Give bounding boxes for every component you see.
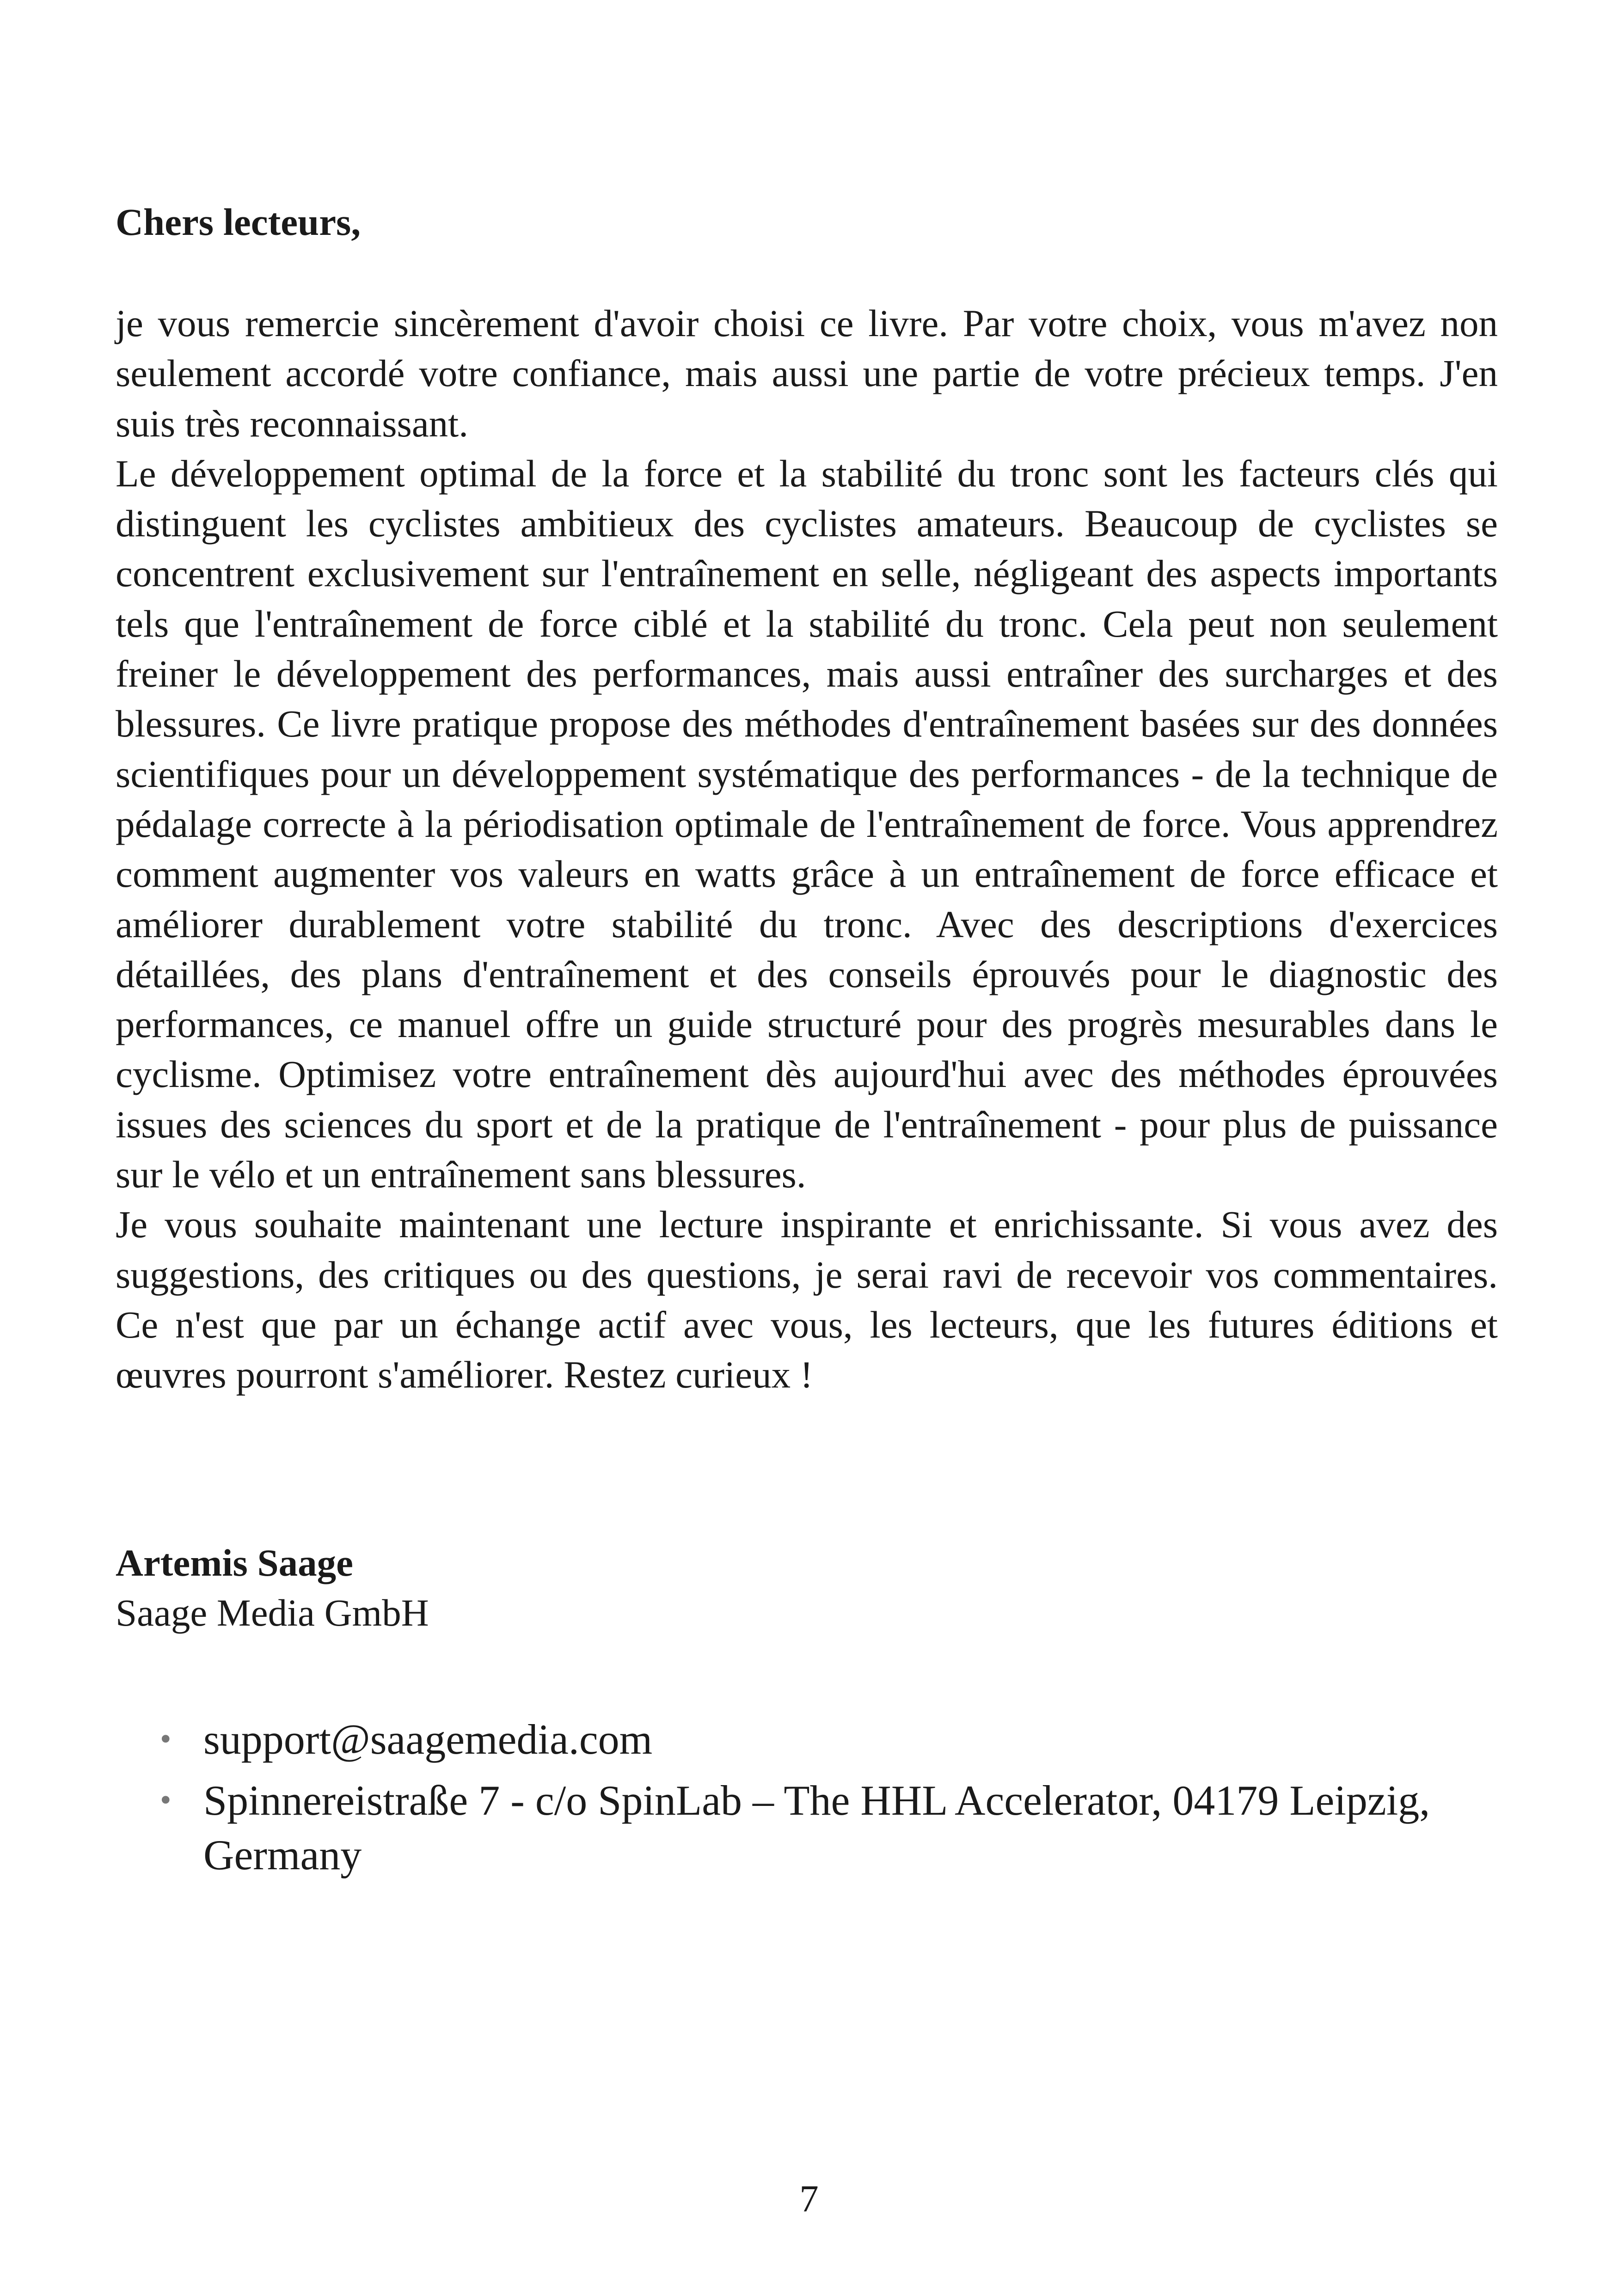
paragraph-thanks: je vous remercie sincèrement d'avoir choisi ce livre. Par votre choix, vous m'avez non seulement accordé votre confiance, mais aussi une partie de votre précieux temps. J'en suis très reconnaissant. [116, 302, 1498, 445]
contact-email-item [157, 1712, 1498, 1767]
paragraph-closing-wishes: Je vous souhaite maintenant une lecture inspirante et enrichissante. Si vous avez des suggestions, des critiques ou des questions, je serai ravi de recevoir vos commentaires. Ce n'est que par un échange actif avec vous, les lecteurs, que les futures éditions et œuvres pourront s'améliorer. Restez curieux ! [116, 1203, 1498, 1396]
paragraph-book-description: Le développement optimal de la force et la stabilité du tronc sont les facteurs clés qui distinguent les cyclistes ambitieux des cyclistes amateurs. Beaucoup de cyclistes se concentrent exclusivement sur l'entraînement en selle, négligeant des aspects importants tels que l'entraînement de force ciblé et la stabilité du tronc. Cela peut non seulement freiner le développement des performances, mais aussi entraîner des surcharges et des blessures. Ce livre pratique propose des méthodes d'entraînement basées sur des données scientifiques pour un développement systématique des performances - de la technique de pédalage correcte à la périodisation optimale de l'entraînement de force. Vous apprendrez comment augmenter vos valeurs en watts grâce à un entraînement de force efficace et améliorer durablement votre stabilité du tronc. Avec des descriptions d'exercices détaillées, des plans d'entraînement et des conseils éprouvés pour le diagnostic des performances, ce manuel offre un guide structuré pour des progrès mesurables dans le cyclisme. Optimisez votre entraînement dès aujourd'hui avec des méthodes éprouvées issues des sciences du sport et de la pratique de l'entraînement - pour plus de puissance sur le vélo et un entraînement sans blessures. [116, 452, 1498, 1196]
contact-address-item [157, 1773, 1498, 1882]
contact-email[interactable]: support@saagemedia.com [203, 1716, 653, 1763]
letter-body [116, 298, 1498, 1400]
author-name: Artemis Saage [116, 1541, 354, 1584]
bullet-icon: • [160, 1721, 172, 1757]
contact-address: Spinnereistraße 7 - c/o SpinLab – The HHL Accelerator, 04179 Leipzig, Germany [203, 1777, 1430, 1879]
contact-list [157, 1712, 1498, 1889]
company-name: Saage Media GmbH [116, 1591, 429, 1634]
page-number: 7 [799, 2177, 819, 2220]
salutation: Chers lecteurs, [116, 201, 361, 243]
bullet-icon: • [160, 1782, 172, 1818]
